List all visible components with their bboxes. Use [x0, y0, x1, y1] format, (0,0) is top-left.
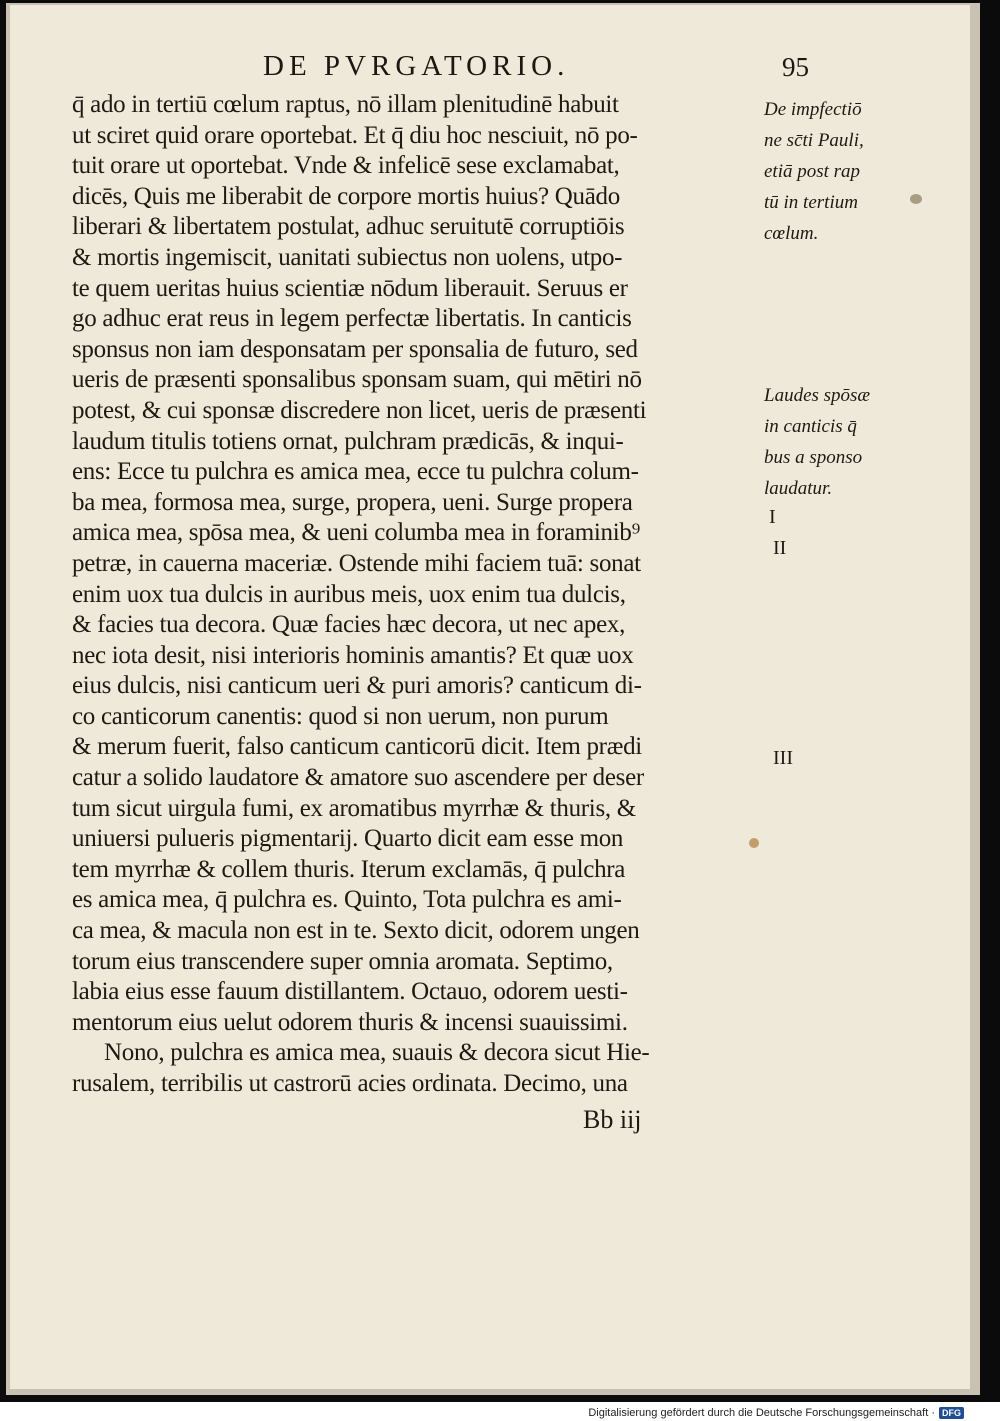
signature-mark: Bb iij — [583, 1105, 642, 1134]
text-line: tem myrrhæ & collem thuris. Iterum exclamās, q̄ pulchra — [72, 855, 626, 883]
text-line: ca mea, & macula non est in te. Sexto dicit, odorem ungen — [72, 917, 640, 945]
side-note-line: etiā post rap — [764, 161, 861, 182]
text-line: & facies tua decora. Quæ facies hæc decora, ut nec apex, — [72, 611, 626, 639]
text-line: & mortis ingemiscit, uanitati subiectus non uolens, utpo- — [72, 243, 623, 271]
text-line: te quem ueritas huius scientiæ nōdum liberauit. Seruus er — [72, 274, 628, 302]
text-line: laudum titulis totiens ornat, pulchram prædicās, & inqui- — [72, 427, 624, 455]
text-line: ueris de præsenti sponsalibus sponsam suam, qui mētiri nō — [72, 366, 642, 394]
text-line: rusalem, terribilis ut castrorū acies ordinata. Decimo, una — [72, 1070, 628, 1097]
text-line: uniuersi pulueris pigmentarij. Quarto dicit eam esse mon — [72, 825, 624, 853]
running-title: DE PVRGATORIO. — [263, 50, 570, 82]
footer-credit — [588, 1407, 964, 1419]
text-line: Nono, pulchra es amica mea, suauis & decora sicut Hie- — [104, 1039, 650, 1067]
text-line: & merum fuerit, falso canticum canticorū dicit. Item prædi — [72, 733, 642, 761]
text-line: ens: Ecce tu pulchra es amica mea, ecce tu pulchra colum- — [72, 458, 639, 486]
side-note-pauli — [764, 94, 964, 249]
text-line: potest, & cui sponsæ discredere non licet, ueris de præsenti — [72, 396, 647, 424]
ink-spot — [749, 838, 759, 848]
side-note-line: in canticis q̄ — [764, 416, 857, 437]
text-line: liberari & libertatem postulat, adhuc seruitutē corruptiōis — [72, 213, 625, 241]
text-line: sponsus non iam desponsatam per sponsalia de futuro, sed — [72, 335, 638, 363]
side-note-line: cœlum. — [764, 223, 819, 244]
side-note-line: tū in tertium — [764, 192, 858, 213]
text-line: ba mea, formosa mea, surge, propera, ueni. Surge propera — [72, 488, 633, 516]
text-line: tuit orare ut oportebat. Vnde & infelicē sese exclamabat, — [72, 152, 620, 180]
margin-numeral-3: III — [773, 747, 793, 769]
text-line: enim uox tua dulcis in auribus meis, uox enim tua dulcis, — [72, 580, 626, 608]
text-line: torum eius transcendere super omnia aromata. Septimo, — [72, 947, 613, 975]
dfg-logo-icon: DFG — [939, 1407, 964, 1419]
text-line: amica mea, spōsa mea, & ueni columba mea in foraminib⁹ — [72, 519, 641, 547]
text-line: dicēs, Quis me liberabit de corpore mortis huius? Quādo — [72, 182, 620, 210]
margin-numeral-2: II — [773, 537, 787, 559]
text-line: ut sciret quid orare oportebat. Et q̄ diu hoc nesciuit, nō po- — [72, 121, 638, 149]
text-line: nec iota desit, nisi interioris hominis amantis? Et quæ uox — [72, 641, 634, 669]
side-note-line: bus a sponso — [764, 447, 863, 468]
side-note-line: Laudes spōsæ — [764, 385, 871, 406]
text-line: catur a solido laudatore & amatore suo ascendere per deser — [72, 764, 644, 792]
side-note-laudes — [764, 380, 964, 504]
side-note-line: ne sc̄ti Pauli, — [764, 130, 864, 151]
text-line: petræ, in cauerna maceriæ. Ostende mihi faciem tuā: sonat — [72, 549, 641, 577]
text-line: co canticorum canentis: quod si non uerum, non purum — [72, 702, 609, 730]
text-line: labia eius esse fauum distillantem. Octauo, odorem uesti- — [72, 978, 628, 1006]
margin-numeral-1: I — [769, 506, 776, 528]
ink-spot — [910, 194, 922, 204]
side-note-line: laudatur. — [764, 478, 833, 499]
text-line: go adhuc erat reus in legem perfectæ libertatis. In canticis — [72, 305, 632, 333]
text-line: mentorum eius uelut odorem thuris & incensi suauissimi. — [72, 1008, 628, 1036]
body-text — [72, 90, 762, 1100]
text-line: es amica mea, q̄ pulchra es. Quinto, Tota pulchra es ami- — [72, 886, 622, 914]
text-line: q̄ ado in tertiū cœlum raptus, nō illam plenitudinē habuit — [72, 91, 619, 118]
text-line: tum sicut uirgula fumi, ex aromatibus myrrhæ & thuris, & — [72, 794, 636, 822]
text-line: eius dulcis, nisi canticum ueri & puri amoris? canticum di- — [72, 672, 642, 700]
page-number: 95 — [782, 52, 809, 82]
side-note-line: De impfectiō — [764, 99, 862, 120]
footer-credit-text: Digitalisierung gefördert durch die Deutsche Forschungsgemeinschaft · — [588, 1407, 935, 1419]
